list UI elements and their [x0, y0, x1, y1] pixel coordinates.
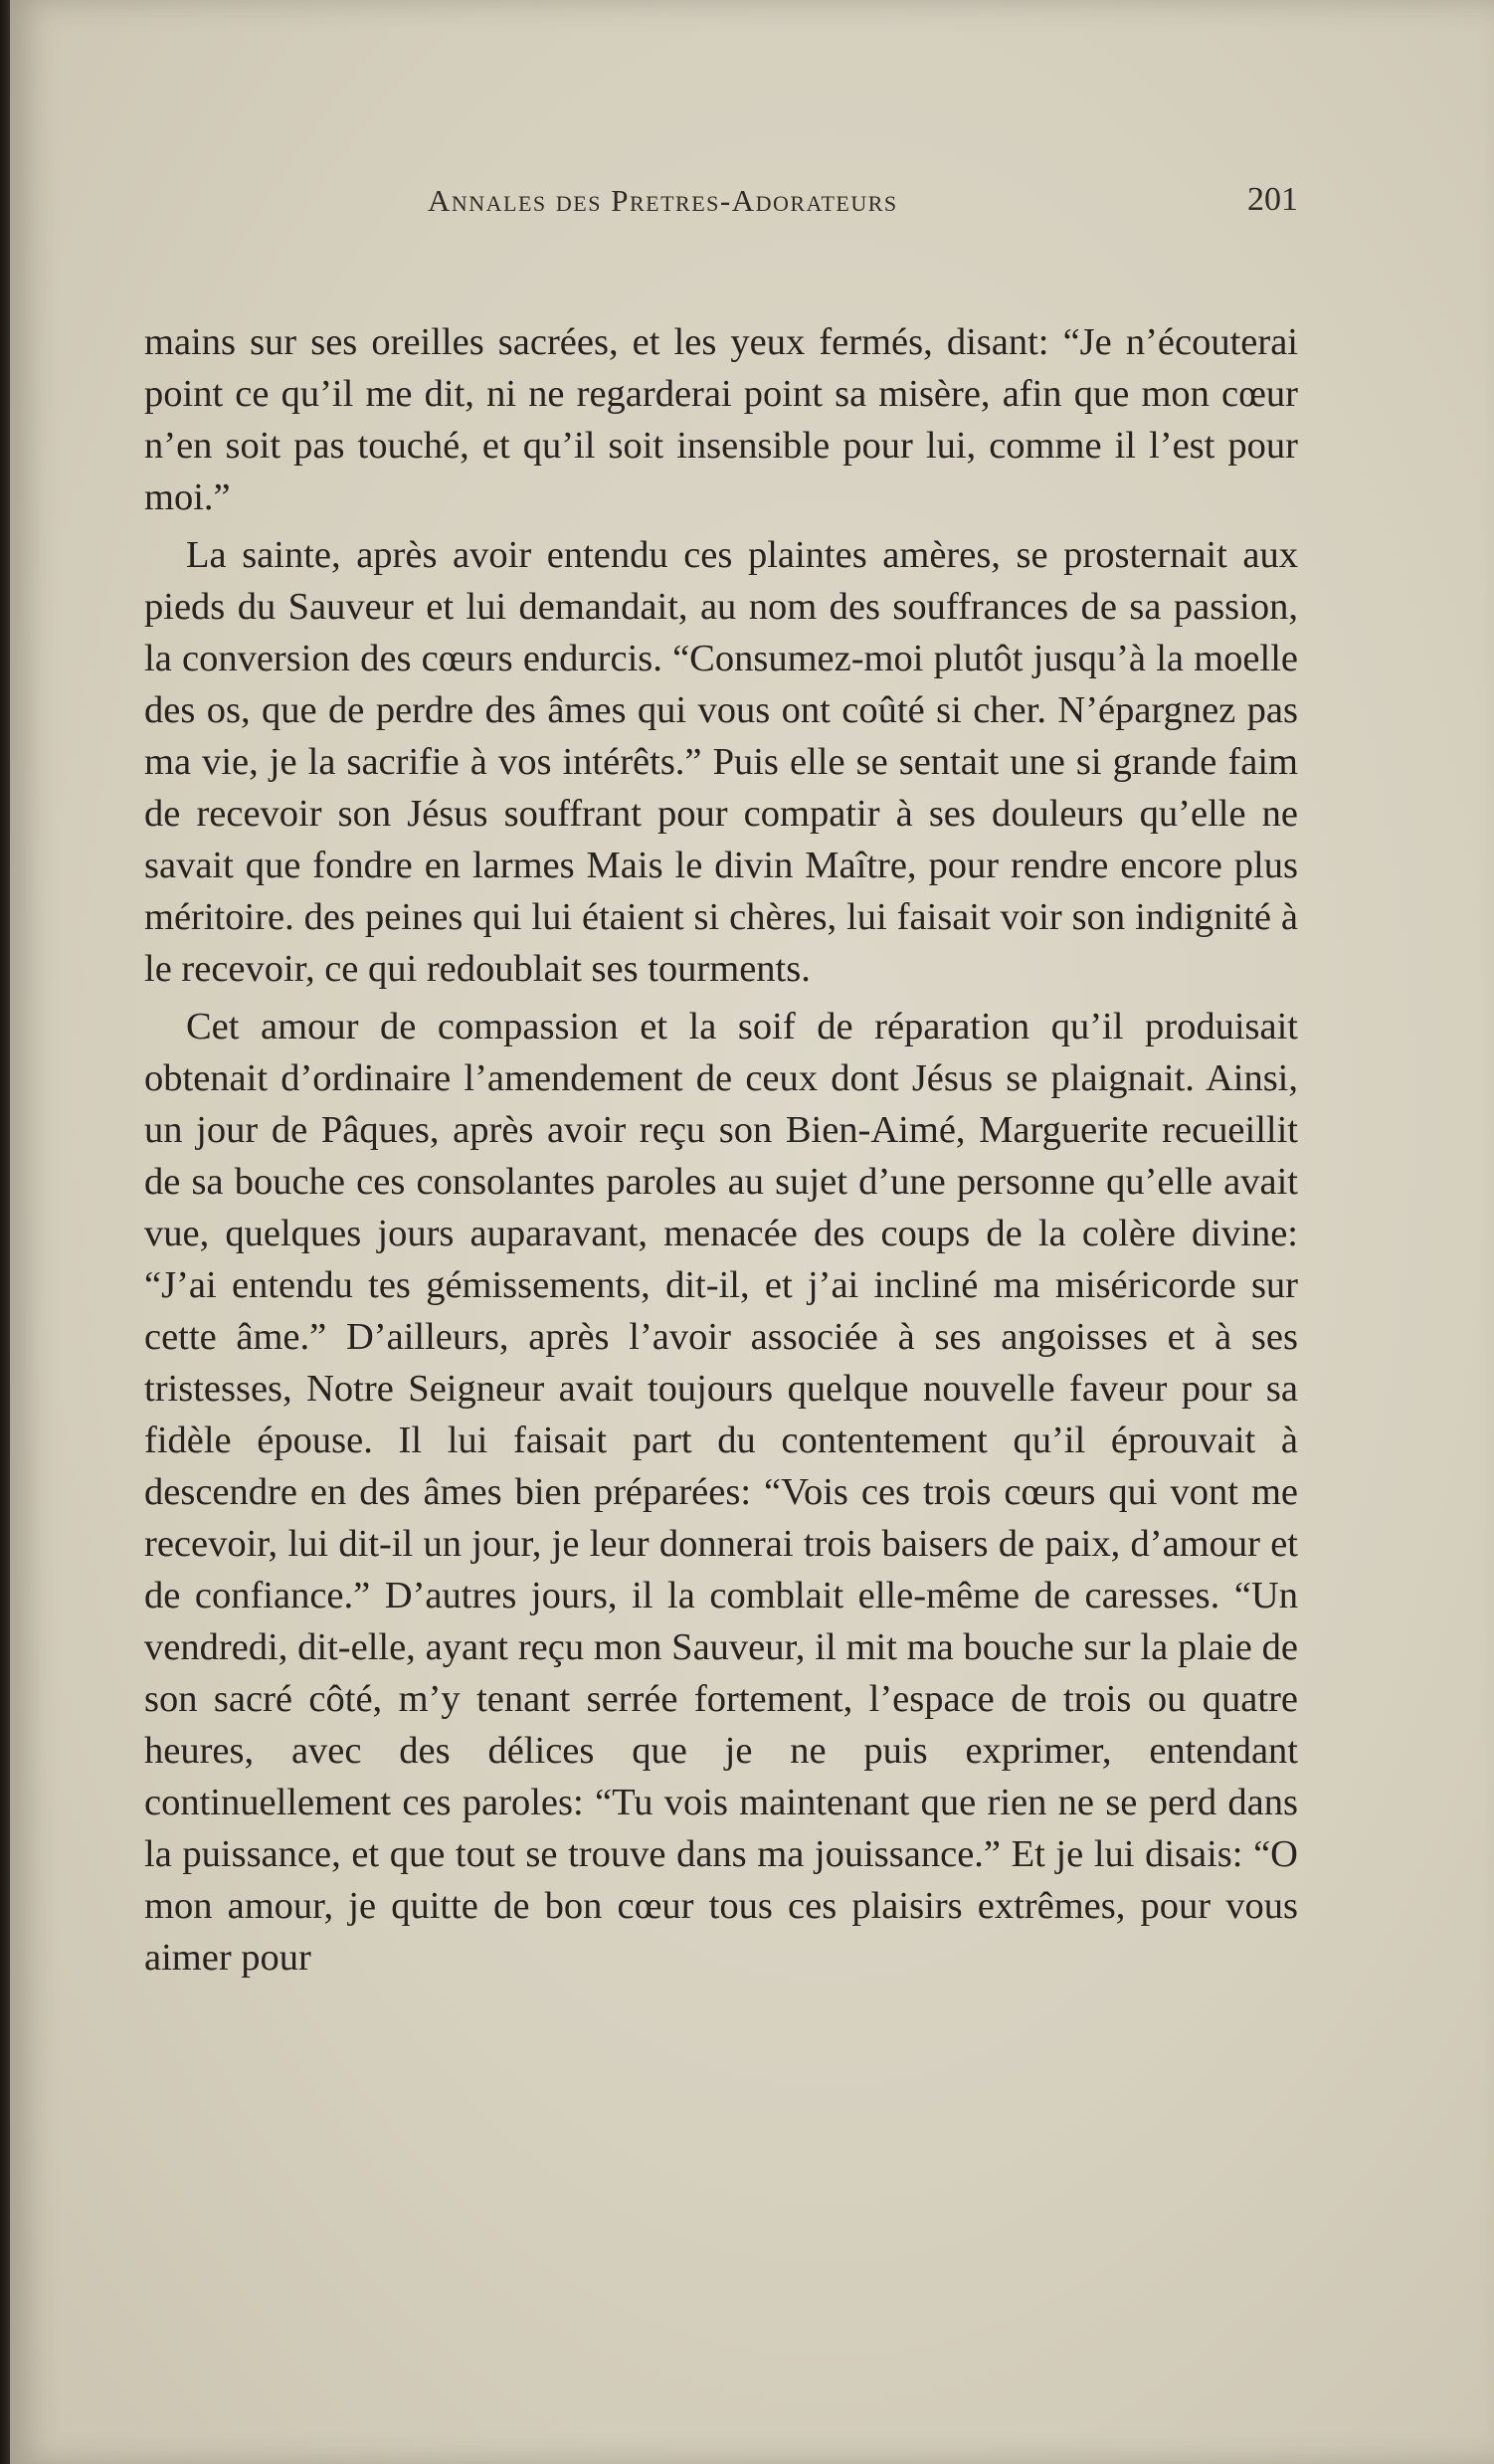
paragraph-sainte-plaintes: La sainte, après avoir entendu ces plaintes amères, se prosternait aux pieds du Sauveur et lui demandait, au nom des souffrances de sa passion, la conversion des cœurs endurcis. “Consumez-moi plutôt jusqu’à la moelle des os, que de perdre des âmes qui vous ont coûté si cher. N’épargnez pas ma vie, je la sacrifie à vos intérêts.” Puis elle se sentait une si grande faim de recevoir son Jésus souffrant pour compatir à ses douleurs qu’elle ne savait que fondre en larmes Mais le divin Maître, pour rendre encore plus méritoire. des peines qui lui étaient si chères, lui faisait voir son indignité à le recevoir, ce qui redoublait ses tourments. [144, 534, 1298, 990]
paragraph-amour-compassion: Cet amour de compassion et la soif de réparation qu’il produisait obtenait d’ordinaire l’amendement de ceux dont Jésus se plaignait. Ainsi, un jour de Pâques, après avoir reçu son Bien-Aimé, Marguerite recueillit de sa bouche ces consolantes paroles au sujet d’une personne qu’elle avait vue, quelques jours auparavant, menacée des coups de la colère divine: “J’ai entendu tes gémissements, dit-il, et j’ai incliné ma miséricorde sur cette âme.” D’ailleurs, après l’avoir associée à ses angoisses et à ses tristesses, Notre Seigneur avait toujours quelque nouvelle faveur pour sa fidèle épouse. Il lui faisait part du contentement qu’il éprouvait à descendre en des âmes bien préparées: “Vois ces trois cœurs qui vont me recevoir, lui dit-il un jour, je leur donnerai trois baisers de paix, d’amour et de confiance.” D’autres jours, il la comblait elle-même de caresses. “Un vendredi, dit-elle, ayant reçu mon Sauveur, il mit ma bouche sur la plaie de son sacré côté, m’y tenant serrée fortement, l’espace de trois ou quatre heures, avec des délices que je ne puis exprimer, entendant continuellement ces paroles: “Tu vois maintenant que rien ne se perd dans la puissance, et que tout se trouve dans ma jouissance.” Et je lui disais: “O mon amour, je quitte de bon cœur tous ces plaisirs extrêmes, pour vous aimer pour [144, 1006, 1298, 1979]
page-body [144, 316, 1298, 1990]
running-title: Annales des Pretres-Adorateurs [428, 183, 898, 218]
book-page [10, 0, 1494, 2464]
page-number: 201 [1247, 181, 1298, 218]
page-header [144, 177, 1298, 227]
paragraph-continuation: mains sur ses oreilles sacrées, et les yeux fermés, disant: “Je n’écouterai point ce qu’il me dit, ni ne regarderai point sa misère, afin que mon cœur n’en soit pas touché, et qu’il soit insensible pour lui, comme il l’est pour moi.” [144, 321, 1298, 518]
